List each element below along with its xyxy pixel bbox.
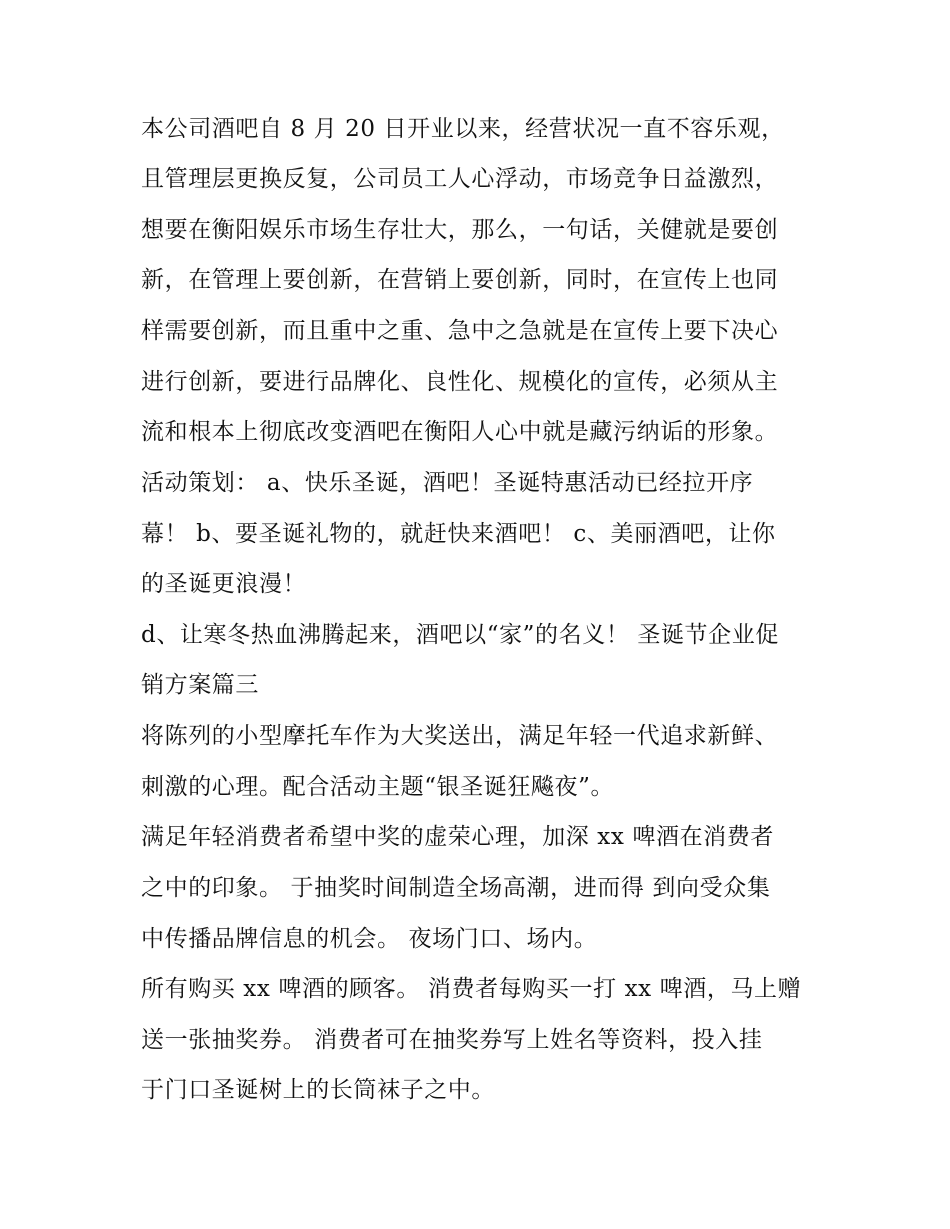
paragraph-line: 活动策划： a、快乐圣诞，酒吧！圣诞特惠活动已经拉开序 (141, 470, 754, 496)
paragraph-line: 新，在管理上要创新，在营销上要创新，同时，在宣传上也同 (141, 267, 779, 293)
paragraph-line: 销方案篇三 (141, 672, 259, 698)
paragraph-line: 进行创新，要进行品牌化、良性化、规模化的宣传，必须从主 (141, 369, 779, 395)
paragraph-line: 幕！ b、要圣诞礼物的，就赶快来酒吧！ c、美丽酒吧，让你 (141, 521, 776, 547)
paragraph-line: 之中的印象。 于抽奖时间制造全场高潮，进而得 到向受众集 (141, 875, 771, 901)
paragraph-line: 本公司酒吧自 8 月 20 日开业以来，经营状况一直不容乐观， (141, 116, 785, 142)
paragraph-line: 中传播品牌信息的机会。 夜场门口、场内。 (141, 926, 598, 952)
paragraph-line: 想要在衡阳娱乐市场生存壮大，那么，一句话，关健就是要创 (141, 217, 779, 243)
paragraph-line: 将陈列的小型摩托车作为大奖送出，满足年轻一代追求新鲜、 (141, 723, 779, 749)
paragraph-line: d、让寒冬热血沸腾起来，酒吧以“家”的名义！ 圣诞节企业促 (141, 622, 779, 648)
paragraph-line: 样需要创新，而且重中之重、急中之急就是在宣传上要下决心 (141, 318, 779, 344)
paragraph-line: 且管理层更换反复，公司员工人心浮动，市场竞争日益激烈， (141, 166, 779, 192)
paragraph-line: 流和根本上彻底改变酒吧在衡阳人心中就是藏污纳诟的形象。 (141, 419, 779, 445)
paragraph-line: 的圣诞更浪漫！ (141, 571, 307, 597)
paragraph-line: 送一张抽奖券。 消费者可在抽奖券写上姓名等资料，投入挂 (141, 1027, 763, 1053)
paragraph-line: 刺激的心理。配合活动主题“银圣诞狂飚夜”。 (141, 774, 615, 800)
paragraph-line: 满足年轻消费者希望中奖的虚荣心理，加深 xx 啤酒在消费者 (141, 824, 774, 850)
paragraph-line: 于门口圣诞树上的长筒袜子之中。 (141, 1077, 495, 1103)
paragraph-line: 所有购买 xx 啤酒的顾客。 消费者每购买一打 xx 啤酒，马上赠 (141, 976, 802, 1002)
